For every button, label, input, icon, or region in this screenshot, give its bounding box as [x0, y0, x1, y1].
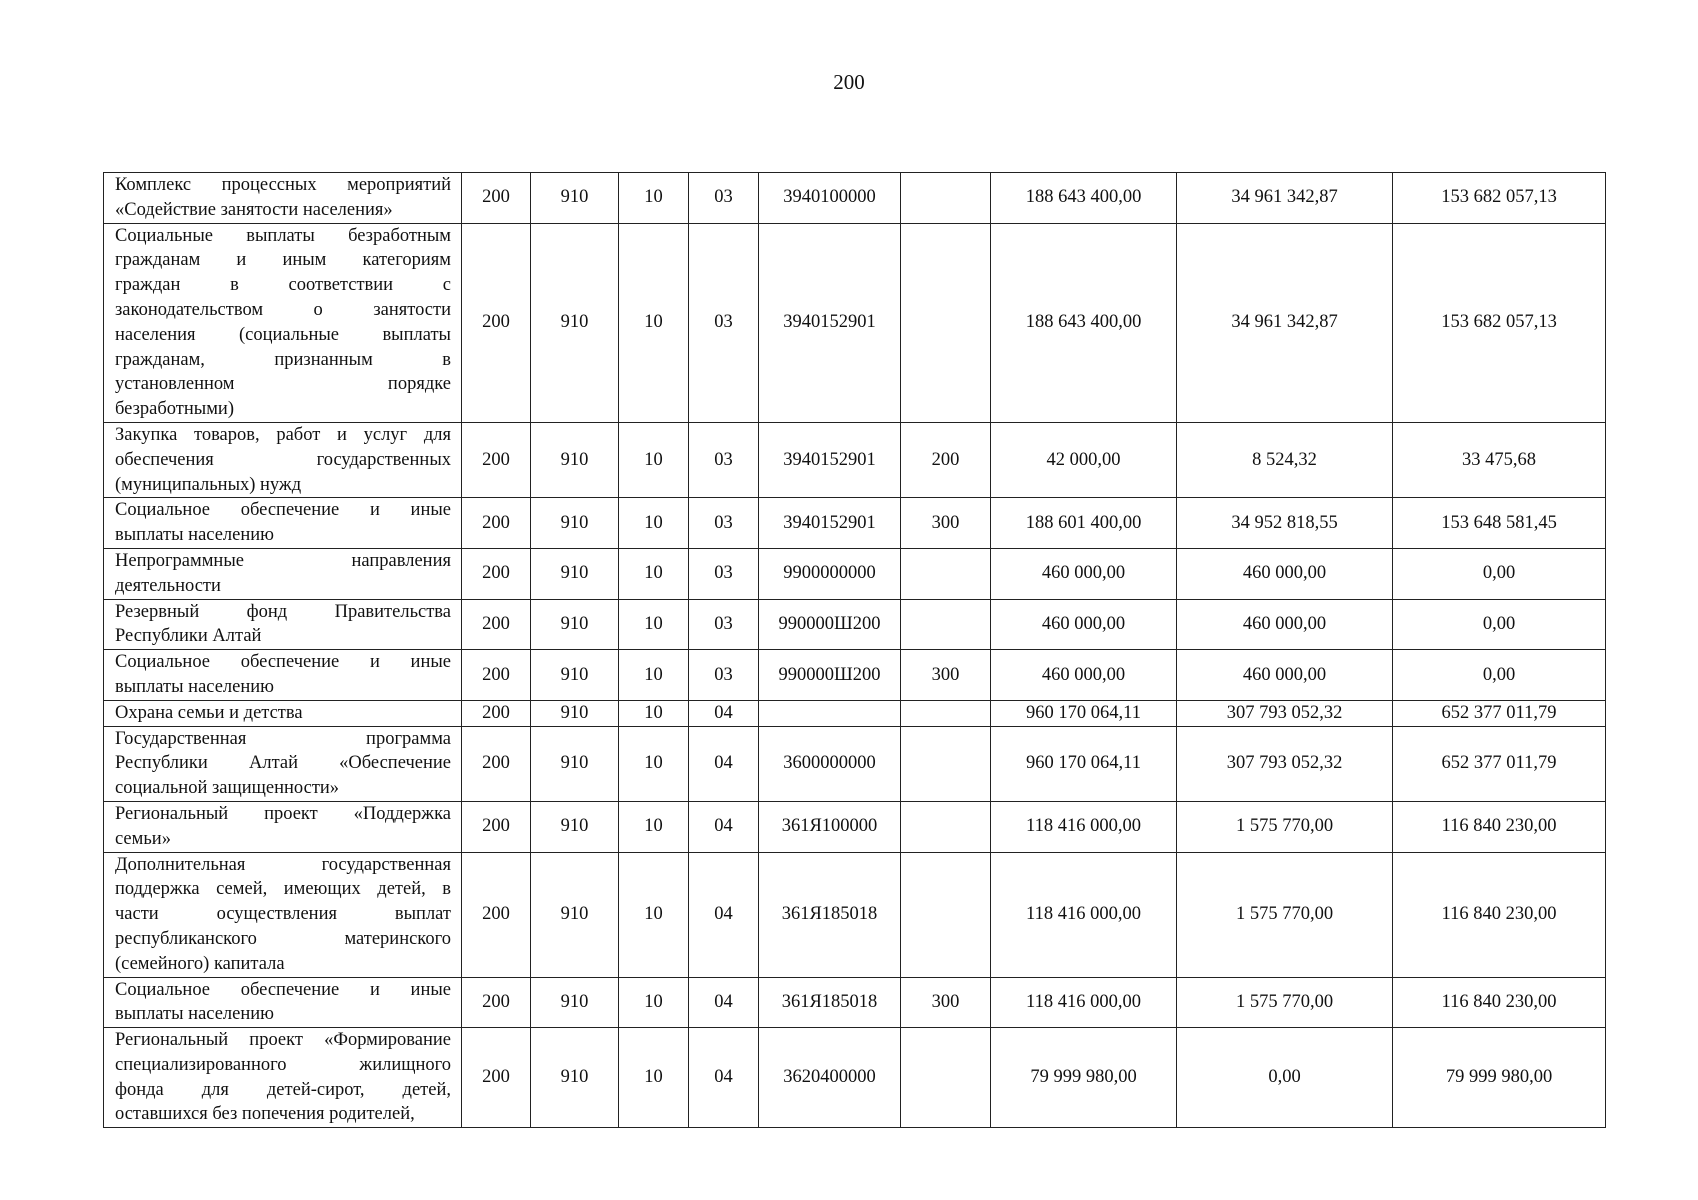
cell-csr: 361Я185018 [759, 977, 901, 1028]
cell-vr: 300 [901, 977, 991, 1028]
cell-csr: 3620400000 [759, 1028, 901, 1128]
cell-csr: 3940152901 [759, 422, 901, 497]
cell-pr: 04 [689, 726, 759, 801]
name-line: безработными) [115, 399, 234, 420]
cell-plan: 42 000,00 [991, 422, 1177, 497]
cell-name [104, 852, 462, 977]
cell-gr: 200 [462, 173, 531, 224]
cell-exec: 1 575 770,00 [1177, 801, 1393, 852]
table-row [104, 700, 1606, 726]
table-body [104, 173, 1606, 1128]
table-row [104, 650, 1606, 701]
cell-vr [901, 173, 991, 224]
cell-csr [759, 700, 901, 726]
name-line: части осуществления выплат [115, 904, 451, 925]
table-row [104, 173, 1606, 224]
cell-rest: 153 682 057,13 [1393, 223, 1606, 422]
cell-exec: 34 961 342,87 [1177, 223, 1393, 422]
table-row [104, 726, 1606, 801]
cell-plan: 460 000,00 [991, 599, 1177, 650]
cell-rz: 10 [619, 650, 689, 701]
table-row [104, 977, 1606, 1028]
cell-exec: 460 000,00 [1177, 548, 1393, 599]
cell-name [104, 726, 462, 801]
cell-csr: 361Я185018 [759, 852, 901, 977]
cell-name [104, 223, 462, 422]
cell-vr [901, 1028, 991, 1128]
budget-table [103, 172, 1606, 1128]
cell-plan: 118 416 000,00 [991, 852, 1177, 977]
cell-ved: 910 [531, 801, 619, 852]
cell-ved: 910 [531, 548, 619, 599]
name-line: поддержка семей, имеющих детей, в [115, 879, 451, 900]
cell-rz: 10 [619, 498, 689, 549]
cell-rz: 10 [619, 801, 689, 852]
cell-rest: 116 840 230,00 [1393, 801, 1606, 852]
cell-rz: 10 [619, 548, 689, 599]
cell-gr: 200 [462, 700, 531, 726]
cell-pr: 03 [689, 498, 759, 549]
name-line: Государственная программа [115, 728, 451, 749]
cell-pr: 04 [689, 977, 759, 1028]
cell-pr: 04 [689, 852, 759, 977]
cell-name [104, 599, 462, 650]
page-number: 200 [833, 70, 865, 94]
cell-rest: 0,00 [1393, 599, 1606, 650]
cell-ved: 910 [531, 650, 619, 701]
name-line: Республики Алтай [115, 626, 262, 647]
name-line: Республики Алтай «Обеспечение [115, 753, 451, 774]
cell-rest: 0,00 [1393, 650, 1606, 701]
name-line: Закупка товаров, работ и услуг для [115, 424, 451, 445]
cell-plan: 188 643 400,00 [991, 223, 1177, 422]
cell-gr: 200 [462, 498, 531, 549]
cell-plan: 79 999 980,00 [991, 1028, 1177, 1128]
cell-name [104, 548, 462, 599]
cell-csr: 3940152901 [759, 498, 901, 549]
cell-plan: 118 416 000,00 [991, 801, 1177, 852]
cell-vr [901, 599, 991, 650]
name-line: гражданам, признанным в [115, 349, 451, 370]
cell-rz: 10 [619, 599, 689, 650]
name-line: специализированного жилищного [115, 1054, 451, 1075]
cell-name [104, 700, 462, 726]
cell-name [104, 977, 462, 1028]
cell-csr: 9900000000 [759, 548, 901, 599]
cell-gr: 200 [462, 650, 531, 701]
cell-pr: 04 [689, 700, 759, 726]
cell-ved: 910 [531, 599, 619, 650]
cell-rz: 10 [619, 173, 689, 224]
cell-plan: 460 000,00 [991, 650, 1177, 701]
cell-gr: 200 [462, 599, 531, 650]
name-line: Комплекс процессных мероприятий [115, 175, 451, 195]
cell-pr: 04 [689, 1028, 759, 1128]
cell-csr: 3940152901 [759, 223, 901, 422]
cell-name [104, 650, 462, 701]
cell-vr [901, 852, 991, 977]
cell-pr: 03 [689, 223, 759, 422]
name-line: установленном порядке [115, 374, 451, 395]
cell-rest: 33 475,68 [1393, 422, 1606, 497]
cell-vr [901, 223, 991, 422]
cell-exec: 460 000,00 [1177, 599, 1393, 650]
name-line: социальной защищенности» [115, 778, 340, 799]
name-line: Дополнительная государственная [115, 854, 451, 875]
cell-rest: 116 840 230,00 [1393, 852, 1606, 977]
cell-plan: 118 416 000,00 [991, 977, 1177, 1028]
cell-pr: 03 [689, 548, 759, 599]
cell-rz: 10 [619, 726, 689, 801]
cell-vr [901, 726, 991, 801]
cell-exec: 1 575 770,00 [1177, 977, 1393, 1028]
cell-exec: 34 961 342,87 [1177, 173, 1393, 224]
name-line: Региональный проект «Формирование [115, 1030, 451, 1051]
cell-gr: 200 [462, 977, 531, 1028]
cell-ved: 910 [531, 422, 619, 497]
cell-ved: 910 [531, 173, 619, 224]
cell-pr: 04 [689, 801, 759, 852]
cell-vr [901, 801, 991, 852]
name-line: выплаты населению [115, 1004, 274, 1025]
name-line: населения (социальные выплаты [115, 324, 451, 345]
cell-exec: 307 793 052,32 [1177, 700, 1393, 726]
cell-name [104, 498, 462, 549]
cell-vr [901, 700, 991, 726]
cell-exec: 34 952 818,55 [1177, 498, 1393, 549]
name-line: «Содействие занятости населения» [115, 199, 393, 220]
cell-csr: 3940100000 [759, 173, 901, 224]
cell-plan: 188 601 400,00 [991, 498, 1177, 549]
cell-rest: 0,00 [1393, 548, 1606, 599]
cell-rz: 10 [619, 700, 689, 726]
table-row [104, 498, 1606, 549]
cell-gr: 200 [462, 801, 531, 852]
cell-vr: 200 [901, 422, 991, 497]
cell-ved: 910 [531, 223, 619, 422]
cell-rz: 10 [619, 223, 689, 422]
cell-name [104, 173, 462, 224]
cell-exec: 307 793 052,32 [1177, 726, 1393, 801]
cell-gr: 200 [462, 223, 531, 422]
cell-vr: 300 [901, 650, 991, 701]
cell-csr: 361Я100000 [759, 801, 901, 852]
cell-gr: 200 [462, 548, 531, 599]
cell-vr [901, 548, 991, 599]
table-row [104, 1028, 1606, 1128]
name-line: Социальные выплаты безработным [115, 225, 451, 246]
cell-csr: 3600000000 [759, 726, 901, 801]
cell-pr: 03 [689, 599, 759, 650]
name-line: оставшихся без попечения родителей, [115, 1104, 415, 1125]
table-row [104, 422, 1606, 497]
cell-rz: 10 [619, 422, 689, 497]
cell-exec: 8 524,32 [1177, 422, 1393, 497]
cell-exec: 460 000,00 [1177, 650, 1393, 701]
name-line: выплаты населению [115, 525, 274, 546]
name-line: семьи» [115, 828, 171, 849]
cell-plan: 960 170 064,11 [991, 726, 1177, 801]
cell-ved: 910 [531, 498, 619, 549]
name-line: фонда для детей-сирот, детей, [115, 1079, 451, 1100]
name-line: (муниципальных) нужд [115, 474, 302, 495]
cell-gr: 200 [462, 1028, 531, 1128]
cell-vr: 300 [901, 498, 991, 549]
name-line: Резервный фонд Правительства [115, 601, 451, 622]
cell-ved: 910 [531, 852, 619, 977]
name-line: Социальное обеспечение и иные [115, 979, 451, 1000]
cell-ved: 910 [531, 1028, 619, 1128]
cell-plan: 460 000,00 [991, 548, 1177, 599]
name-line: деятельности [115, 575, 221, 596]
table-row [104, 599, 1606, 650]
cell-csr: 990000Ш200 [759, 599, 901, 650]
name-line: (семейного) капитала [115, 953, 285, 974]
name-line: Социальное обеспечение и иные [115, 652, 451, 673]
cell-rest: 652 377 011,79 [1393, 700, 1606, 726]
cell-rest: 116 840 230,00 [1393, 977, 1606, 1028]
cell-name [104, 801, 462, 852]
cell-pr: 03 [689, 650, 759, 701]
table-row [104, 801, 1606, 852]
cell-pr: 03 [689, 422, 759, 497]
cell-gr: 200 [462, 726, 531, 801]
cell-name [104, 422, 462, 497]
table-row [104, 852, 1606, 977]
cell-ved: 910 [531, 977, 619, 1028]
cell-csr: 990000Ш200 [759, 650, 901, 701]
cell-rest: 79 999 980,00 [1393, 1028, 1606, 1128]
cell-plan: 188 643 400,00 [991, 173, 1177, 224]
name-line: республиканского материнского [115, 928, 451, 949]
cell-ved: 910 [531, 700, 619, 726]
name-line: выплаты населению [115, 676, 274, 697]
cell-pr: 03 [689, 173, 759, 224]
name-line: Охрана семьи и детства [115, 702, 303, 723]
name-line: граждан в соответствии с [115, 275, 451, 296]
name-line: законодательством о занятости [115, 299, 451, 320]
cell-rest: 652 377 011,79 [1393, 726, 1606, 801]
name-line: Региональный проект «Поддержка [115, 803, 451, 824]
cell-ved: 910 [531, 726, 619, 801]
cell-rz: 10 [619, 977, 689, 1028]
cell-gr: 200 [462, 422, 531, 497]
cell-rest: 153 682 057,13 [1393, 173, 1606, 224]
cell-rz: 10 [619, 852, 689, 977]
cell-gr: 200 [462, 852, 531, 977]
name-line: Непрограммные направления [115, 550, 451, 571]
name-line: Социальное обеспечение и иные [115, 500, 451, 521]
cell-plan: 960 170 064,11 [991, 700, 1177, 726]
cell-exec: 1 575 770,00 [1177, 852, 1393, 977]
cell-rz: 10 [619, 1028, 689, 1128]
cell-name [104, 1028, 462, 1128]
name-line: обеспечения государственных [115, 449, 451, 470]
name-line: гражданам и иным категориям [115, 250, 451, 271]
cell-exec: 0,00 [1177, 1028, 1393, 1128]
table-row [104, 548, 1606, 599]
table-row [104, 223, 1606, 422]
cell-rest: 153 648 581,45 [1393, 498, 1606, 549]
